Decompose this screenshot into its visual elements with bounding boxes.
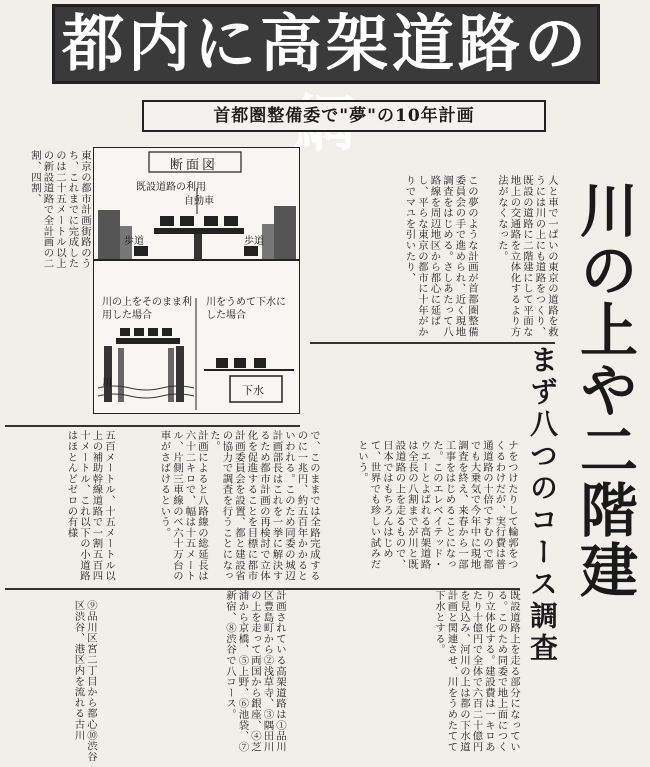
article-column-bottom-1: で、このままでは全路完成するのに一兆円、約五百年かかるといわれる。このため同委の城辺計画部長はこれを一挙に解決するため都市計画の再検討で立体化を促進することを目標に都市計画委員会を設置、都と建設省の協力で調査を行うことになった。 [208,430,320,582]
article-column-bottom-3: 既設道路上を走る部分になっている。このため同委で地上面につくり立体化する。建設費は一キロあたり十億円で全体で六百二十億円を見込み、河川の上は都の下水道計画と関連させ、川をうめたてて下水とする。 [433,590,520,752]
diagram-walkway-right: 歩道 [244,236,264,247]
article-column-bottom-5: ⑨品川区宮二丁目から都心⑩渋谷区渋谷、港区内を流れる古川 [72,600,97,762]
headline: 都内に高架道路の [52,4,600,84]
article-column-bottom-2: 計画によると八路線の総延長は六十二キロで、幅は十五メートル、片側三車線のべ六十万台の車がさばけるという。 [158,430,208,582]
diagram-right-caption: 川をうめて下水にした場合 [206,297,286,321]
diagram-top-label: 既設道路の利用 [136,182,206,193]
article-column-bottom-4: 計画されている高架道路は①品川区豊島町から②浅草寺、③隅田川の上を走って両国から銀座、④芝浦から京橋、⑤上野、⑥池袋、⑦新宿、⑧渋谷で八コース。 [224,590,286,752]
lead-paragraph-3: ナをつけたりして輪郭をつくるわけだが、実行費は普通道路の十倍ですむので都でも大乗気で今年中に現地調査を終え、来春から一部工事をはじめることになった。このエレベイテッド・ウエーとよばれる高架道路は全長の八割までが川と既設道路の上を走るもので、日本ではもちろんはじめて、世界でも珍しい試みだという。 [356,440,518,570]
main-vertical-title: 川の上や二階建 [570,180,638,600]
cross-section-diagram [93,147,300,414]
rule-horizontal-upper [310,342,555,344]
article-column-left-top: 東京の都市計画街路のうち、これまでに完成したのは二十五メートル以上の新設道路で全計画の二割、四割、 [29,150,91,269]
lead-paragraph-2: この夢のような計画が首都圏整備委員会の手で進められ、近く現地調査をはじめる。さしあたって八路線を周辺地区から都心に延ばし、平らな東京の都市に十年がかりでマユを引いたり、 [403,175,478,337]
rule-horizontal-lower [5,588,520,590]
article-column-left-mid: 五百メートル、十五メートル以上の補助幹線道路で一割五百四十メートル、これ以下の小道路はほとんどゼロの有様 [65,430,115,582]
diagram-title: 断面図 [170,158,219,173]
subheadline: 首都圏整備委で"夢"の10年計画 [142,100,546,132]
rule-horizontal-middle [5,425,300,427]
sub-vertical-title: まず八つのコース調査 [526,345,559,665]
diagram-sewer-label: 下水 [242,384,264,397]
lead-paragraph-1: 人と車で一ぱいの東京の道路を救うには川の上にも道路をつくり、既設の道路に二階建にして平面な地上の交通路を立体化するより方法がなくなった。 [496,175,558,337]
diagram-left-caption: 川の上をそのまま利用した場合 [102,297,192,321]
diagram-river-label: 川 [102,378,112,389]
diagram-car-label: 自動車 [184,196,214,207]
diagram-walkway-left: 歩道 [124,236,144,247]
